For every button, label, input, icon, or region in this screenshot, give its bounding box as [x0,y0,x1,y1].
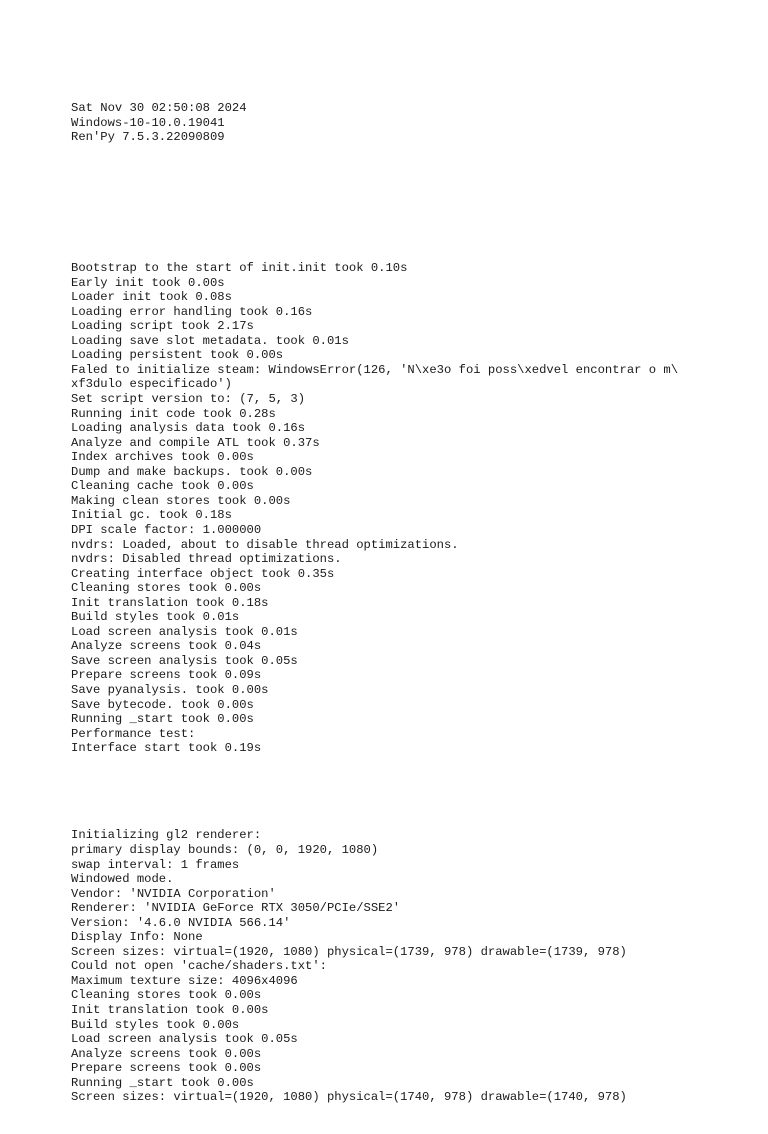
log-line: Loading save slot metadata. took 0.01s [71,333,349,348]
log-line: Analyze screens took 0.00s [71,1046,262,1061]
log-text [71,72,731,1134]
log-line: Save bytecode. took 0.00s [71,697,254,712]
log-line: Cleaning stores took 0.00s [71,581,262,596]
log-line: primary display bounds: (0, 0, 1920, 1080) [71,842,379,857]
log-line: Initializing gl2 renderer: [71,828,262,843]
log-line: Running init code took 0.28s [71,406,276,421]
log-line: Early init took 0.00s [71,275,225,290]
blank-line [71,174,731,189]
log-line: Save screen analysis took 0.05s [71,653,298,668]
log-line: Prepare screens took 0.00s [71,1061,262,1076]
log-line: Making clean stores took 0.00s [71,493,291,508]
log-line: Ren'Py 7.5.3.22090809 [71,130,225,145]
log-line: swap interval: 1 frames [71,857,240,872]
log-line: Running _start took 0.00s [71,1075,254,1090]
log-line: Could not open 'cache/shaders.txt': [71,959,327,974]
log-line: Loading error handling took 0.16s [71,304,313,319]
log-line: Loading analysis data took 0.16s [71,421,306,436]
log-line: Init translation took 0.00s [71,1003,269,1017]
log-line: Version: '4.6.0 NVIDIA 566.14' [71,915,291,930]
log-line: Cleaning cache took 0.00s [71,479,254,494]
log-line: nvdrs: Disabled thread optimizations. [71,552,342,567]
log-line: DPI scale factor: 1.000000 [71,522,262,537]
log-line: Bootstrap to the start of init.init took 0.10s [71,261,408,276]
log-line: Save pyanalysis. took 0.00s [71,682,269,697]
log-line: Dump and make backups. took 0.00s [71,464,313,479]
renderer-log [71,828,731,1104]
log-line: Performance test: [71,726,196,741]
log-line: xf3dulo especificado') [71,377,232,392]
log-line: Analyze and compile ATL took 0.37s [71,435,320,450]
log-line: Build styles took 0.01s [71,610,240,625]
log-line: Load screen analysis took 0.01s [71,624,298,639]
log-line: Cleaning stores took 0.00s [71,988,262,1003]
log-line: Windowed mode. [71,872,174,887]
log-line: Load screen analysis took 0.05s [71,1032,298,1047]
blank-line [71,217,731,232]
log-line: Analyze screens took 0.04s [71,639,262,654]
log-line: Windows-10-10.0.19041 [71,115,225,130]
log-line: Init translation took 0.18s [71,595,269,610]
log-line: Loading script took 2.17s [71,319,254,334]
log-header [71,101,731,145]
log-line: Sat Nov 30 02:50:08 2024 [71,101,247,116]
blank-line [71,785,731,800]
init-log [71,261,731,756]
log-line: Faled to initialize steam: WindowsError(126, 'N\xe3o foi poss\xedvel encontrar o m\ [71,362,679,377]
log-line: Screen sizes: virtual=(1920, 1080) physical=(1739, 978) drawable=(1739, 978) [71,944,627,959]
log-line: Screen sizes: virtual=(1920, 1080) physical=(1740, 978) drawable=(1740, 978) [71,1090,627,1105]
log-line: Build styles took 0.00s [71,1017,240,1032]
log-line: Vendor: 'NVIDIA Corporation' [71,886,276,901]
log-line: Creating interface object took 0.35s [71,566,335,581]
log-line: Loading persistent took 0.00s [71,348,284,363]
log-line: Initial gc. took 0.18s [71,508,232,523]
log-line: Interface start took 0.19s [71,741,262,756]
log-line: Running _start took 0.00s [71,712,254,727]
log-line: nvdrs: Loaded, about to disable thread optimizations. [71,537,459,552]
log-line: Renderer: 'NVIDIA GeForce RTX 3050/PCIe/SSE2' [71,901,401,916]
log-line: Display Info: None [71,930,203,945]
log-line: Set script version to: (7, 5, 3) [71,392,306,407]
log-line: Index archives took 0.00s [71,450,254,465]
log-line: Prepare screens took 0.09s [71,668,262,683]
log-line: Maximum texture size: 4096x4096 [71,973,298,988]
log-line: Loader init took 0.08s [71,290,232,305]
